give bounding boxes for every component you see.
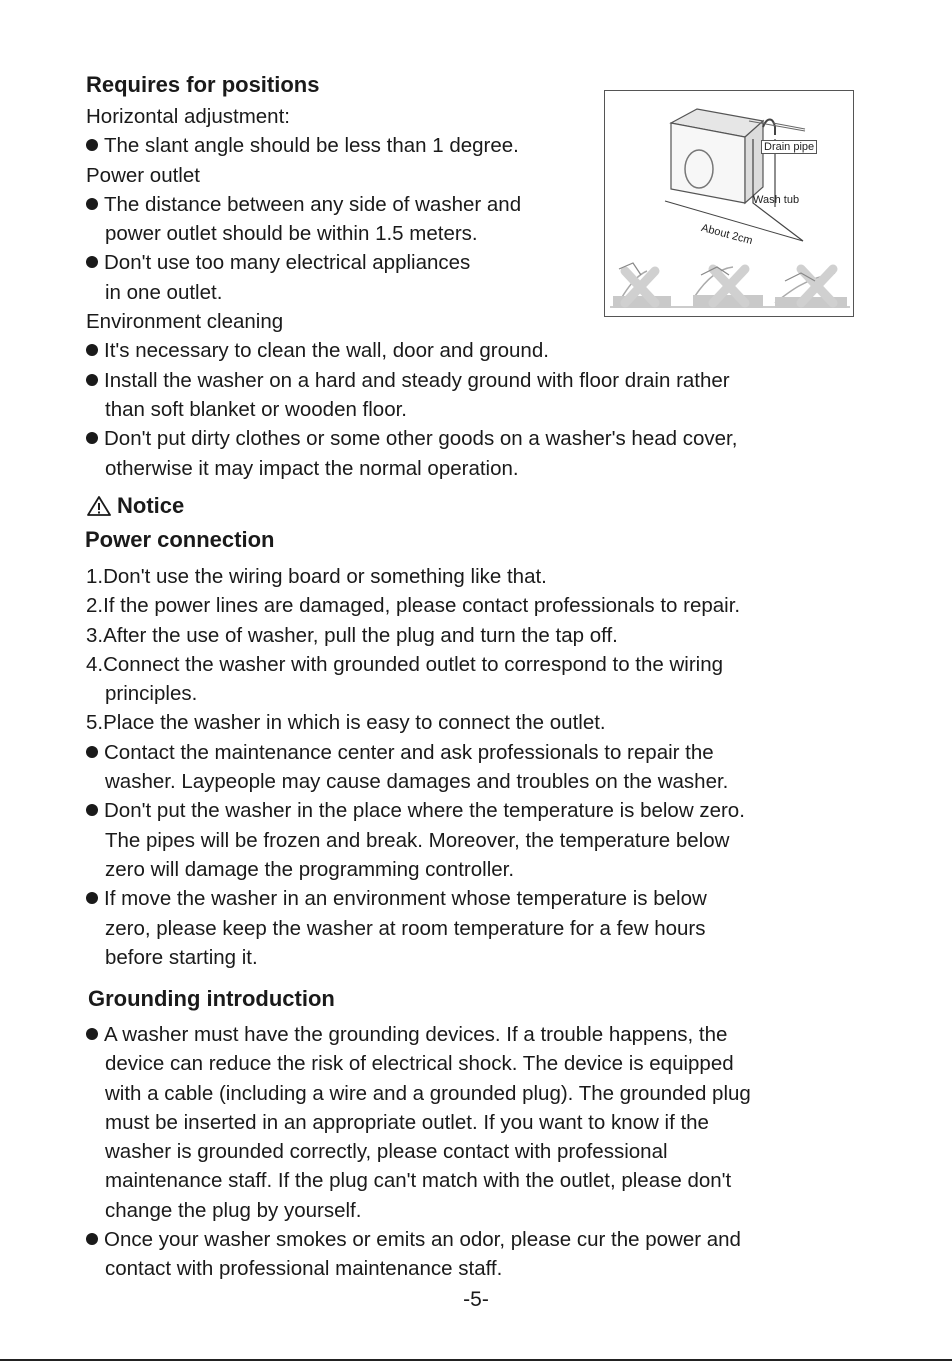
grounding-list bbox=[86, 1020, 751, 1284]
line-text: must be inserted in an appropriate outlet. If you want to know if the bbox=[105, 1110, 709, 1134]
line-text: 4.Connect the washer with grounded outlet to correspond to the wiring bbox=[86, 652, 724, 676]
bullet-dot-icon bbox=[86, 256, 98, 268]
wash-tub-label: Wash tub bbox=[753, 194, 800, 206]
text-line bbox=[86, 1166, 751, 1195]
power-list bbox=[86, 562, 745, 972]
washer-installation-figure bbox=[604, 90, 854, 317]
drain-pipe-label: Drain pipe bbox=[761, 140, 817, 154]
bullet-dot-icon bbox=[86, 892, 98, 904]
line-text: contact with professional maintenance staff. bbox=[105, 1257, 503, 1281]
bullet-dot-icon bbox=[86, 1028, 98, 1040]
bullet-item bbox=[86, 1225, 751, 1254]
text-line bbox=[86, 914, 745, 943]
line-text: in one outlet. bbox=[105, 280, 223, 304]
bullet-dot-icon bbox=[86, 804, 98, 816]
line-text: principles. bbox=[105, 682, 198, 706]
text-line bbox=[86, 1196, 751, 1225]
bullet-item bbox=[86, 1020, 751, 1049]
distance-label: About 2cm bbox=[699, 222, 754, 248]
line-text: zero, please keep the washer at room temperature for a few hours bbox=[105, 916, 706, 940]
bullet-item bbox=[86, 884, 745, 913]
notice-title: Notice bbox=[117, 493, 185, 518]
line-text: 3.After the use of washer, pull the plug and turn the tap off. bbox=[86, 623, 618, 647]
section-title-grounding: Grounding introduction bbox=[88, 986, 335, 1011]
section-title-positions: Requires for positions bbox=[86, 72, 320, 97]
bottom-rule bbox=[0, 1359, 952, 1361]
text-line bbox=[86, 767, 745, 796]
text-line bbox=[86, 826, 745, 855]
line-text: Don't put the washer in the place where the temperature is below zero. bbox=[104, 799, 745, 823]
text-line bbox=[86, 454, 737, 483]
bullet-dot-icon bbox=[86, 432, 98, 444]
line-text: otherwise it may impact the normal operation. bbox=[105, 456, 519, 480]
bullet-dot-icon bbox=[86, 198, 98, 210]
line-text: maintenance staff. If the plug can't match with the outlet, please don't bbox=[105, 1169, 732, 1193]
bullet-item bbox=[86, 336, 737, 365]
text-line bbox=[86, 395, 737, 424]
text-line bbox=[86, 562, 745, 591]
line-text: 5.Place the washer in which is easy to connect the outlet. bbox=[86, 711, 606, 735]
line-text: Once your washer smokes or emits an odor, please cur the power and bbox=[104, 1228, 741, 1252]
bullet-dot-icon bbox=[86, 374, 98, 386]
bullet-item bbox=[86, 738, 745, 767]
line-text: The slant angle should be less than 1 degree. bbox=[104, 134, 519, 158]
page-number: -5- bbox=[463, 1288, 489, 1311]
line-text: The pipes will be frozen and break. Moreover, the temperature below bbox=[105, 828, 730, 852]
text-line bbox=[86, 591, 745, 620]
line-text: 2.If the power lines are damaged, please contact professionals to repair. bbox=[86, 594, 741, 618]
line-text: Power outlet bbox=[86, 163, 200, 187]
line-text: change the plug by yourself. bbox=[105, 1198, 362, 1222]
bullet-dot-icon bbox=[86, 746, 98, 758]
bullet-item bbox=[86, 366, 737, 395]
text-line bbox=[86, 621, 745, 650]
text-line bbox=[86, 679, 745, 708]
line-text: device can reduce the risk of electrical shock. The device is equipped bbox=[105, 1052, 734, 1076]
warning-triangle-icon bbox=[86, 495, 112, 517]
line-text: Don't use too many electrical appliances bbox=[104, 251, 471, 275]
text-line bbox=[86, 650, 745, 679]
line-text: If move the washer in an environment whose temperature is below bbox=[104, 887, 707, 911]
bullet-dot-icon bbox=[86, 1233, 98, 1245]
line-text: zero will damage the programming controller. bbox=[105, 857, 515, 881]
text-line bbox=[86, 1049, 751, 1078]
line-text: than soft blanket or wooden floor. bbox=[105, 397, 408, 421]
line-text: washer. Laypeople may cause damages and troubles on the washer. bbox=[105, 770, 729, 794]
text-line bbox=[86, 1137, 751, 1166]
line-text: Horizontal adjustment: bbox=[86, 105, 290, 128]
line-text: Install the washer on a hard and steady ground with floor drain rather bbox=[104, 368, 730, 392]
line-text: washer is grounded correctly, please contact with professional bbox=[105, 1140, 668, 1164]
notice-heading bbox=[86, 491, 184, 520]
line-text: A washer must have the grounding devices. If a trouble happens, the bbox=[104, 1023, 728, 1046]
washer-drawing bbox=[605, 91, 855, 318]
text-line bbox=[86, 1108, 751, 1137]
line-text: 1.Don't use the wiring board or something like that. bbox=[86, 565, 547, 588]
text-line bbox=[86, 708, 745, 737]
bullet-dot-icon bbox=[86, 139, 98, 151]
line-text: with a cable (including a wire and a grounded plug). The grounded plug bbox=[105, 1081, 751, 1105]
text-line bbox=[86, 1254, 751, 1283]
line-text: Environment cleaning bbox=[86, 310, 284, 334]
bullet-dot-icon bbox=[86, 344, 98, 356]
line-text: power outlet should be within 1.5 meters. bbox=[105, 222, 478, 246]
line-text: The distance between any side of washer and bbox=[104, 192, 522, 216]
line-text: Don't put dirty clothes or some other goods on a washer's head cover, bbox=[104, 427, 738, 451]
text-line bbox=[86, 1079, 751, 1108]
bullet-item bbox=[86, 796, 745, 825]
bullet-item bbox=[86, 424, 737, 453]
line-text: before starting it. bbox=[105, 945, 258, 969]
line-text: It's necessary to clean the wall, door and ground. bbox=[104, 339, 549, 363]
text-line bbox=[86, 855, 745, 884]
text-line bbox=[86, 943, 745, 972]
section-title-power: Power connection bbox=[85, 527, 275, 552]
line-text: Contact the maintenance center and ask professionals to repair the bbox=[104, 740, 714, 764]
